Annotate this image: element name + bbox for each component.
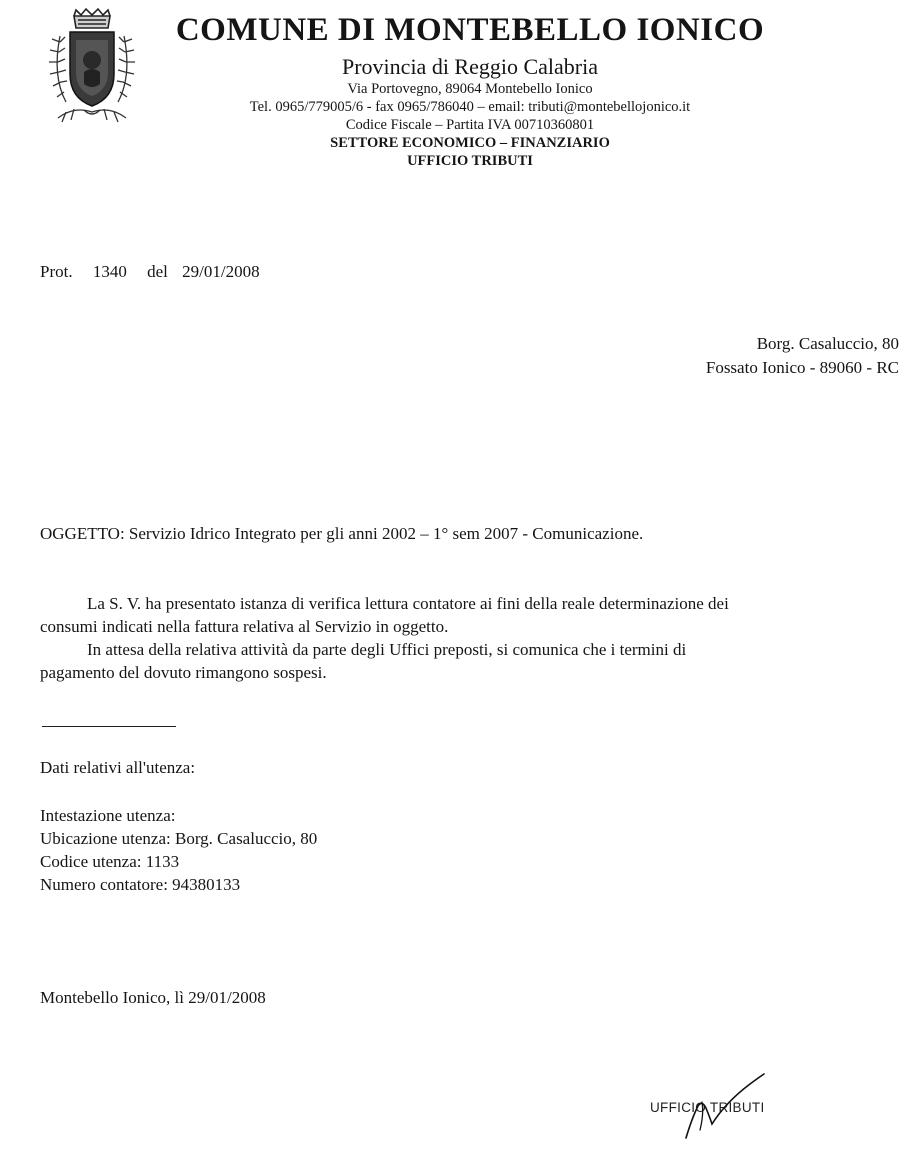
contacts-line: Tel. 0965/779005/6 - fax 0965/786040 – email: tributi@montebellojonico.it: [249, 99, 691, 115]
stamp-text: UFFICIO TRIBUTI: [650, 1100, 765, 1115]
protocol-line: [40, 262, 260, 282]
subject-line: OGGETTO: Servizio Idrico Integrato per gli anni 2002 – 1° sem 2007 - Comunicazione.: [40, 524, 644, 543]
intestazione-line: Intestazione utenza:: [40, 806, 176, 825]
codice-line: Codice utenza: 1133: [40, 852, 180, 871]
signature-stamp: [640, 1062, 800, 1144]
protocol-number: 1340: [92, 262, 127, 281]
office-line: UFFICIO TRIBUTI: [407, 153, 533, 169]
body-p2-line-1: In attesa della relativa attività da parte degli Uffici preposti, si comunica che i termini di: [87, 640, 687, 659]
recipient-line-2: Fossato Ionico - 89060 - RC: [705, 358, 899, 377]
handwritten-signature-icon: [640, 1062, 800, 1144]
sector-line: SETTORE ECONOMICO – FINANZIARIO: [330, 135, 610, 151]
provincia-line: Provincia di Reggio Calabria: [342, 54, 598, 79]
ubicazione-line: Ubicazione utenza: Borg. Casaluccio, 80: [40, 829, 318, 848]
comune-title: COMUNE DI MONTEBELLO IONICO: [175, 12, 765, 48]
body-p1-line-1: La S. V. ha presentato istanza di verifica lettura contatore ai fini della reale determinazione dei: [87, 594, 729, 613]
body-paragraph-1: [40, 592, 890, 684]
body-p2-line-2: pagamento del dovuto rimangono sospesi.: [40, 663, 327, 682]
place-date: Montebello Ionico, lì 29/01/2008: [40, 988, 266, 1007]
protocol-label: Prot.: [40, 262, 73, 281]
fiscal-code-line: Codice Fiscale – Partita IVA 00710360801: [345, 117, 595, 133]
protocol-date: 29/01/2008: [182, 262, 260, 281]
letterhead: [150, 10, 790, 170]
separator-line: [42, 726, 176, 727]
coat-of-arms-logo: [44, 6, 140, 134]
body-p1-line-2: consumi indicati nella fattura relativa al Servizio in oggetto.: [40, 617, 449, 636]
utenza-details: [40, 804, 317, 896]
contatore-line: Numero contatore: 94380133: [40, 875, 241, 894]
recipient-line-1: Borg. Casaluccio, 80: [756, 334, 899, 353]
protocol-del-label: del: [147, 262, 168, 281]
recipient-address: [706, 332, 899, 380]
address-line: Via Portovegno, 89064 Montebello Ionico: [347, 81, 593, 97]
utenza-heading: Dati relativi all'utenza:: [40, 758, 196, 777]
